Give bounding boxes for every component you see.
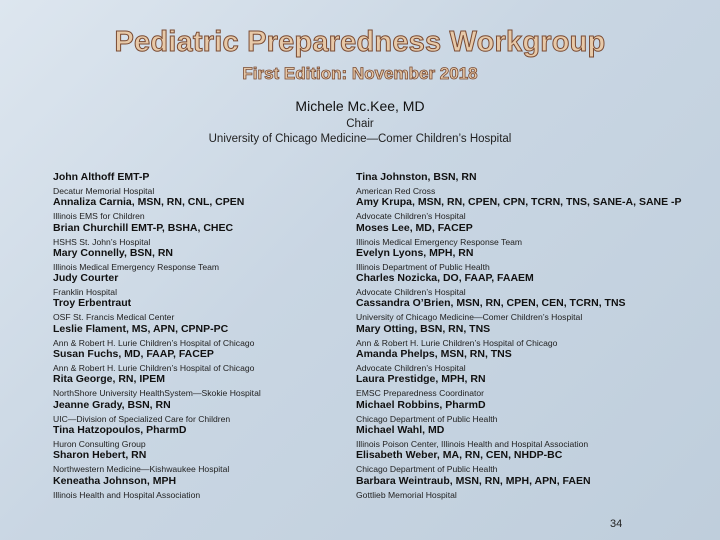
member-organization: Illinois Medical Emergency Response Team [356,236,523,247]
member-entry [53,196,343,221]
member-name: Elisabeth Weber, MA, RN, CEN, NHDP-BC [356,449,563,462]
member-name: Laura Prestidge, MPH, RN [356,373,486,386]
member-name: Michael Wahl, MD [356,423,445,436]
member-name: Michael Robbins, PharmD [356,398,486,411]
page-number: 34 [610,518,623,530]
member-organization: UIC—Division of Specialized Care for Children [53,413,231,424]
member-name: Mary Connelly, BSN, RN [53,246,173,259]
member-name: Tina Johnston, BSN, RN [356,171,477,183]
member-name: Charles Nozicka, DO, FAAP, FAAEM [356,272,534,285]
member-entry [356,297,716,322]
member-entry [53,399,343,424]
chair-name: Michele Mc.Kee, MD [295,98,425,114]
member-name: Cassandra O’Brien, MSN, RN, CPEN, CEN, TCRN, TNS [356,297,626,310]
member-name: Mary Otting, BSN, RN, TNS [356,322,491,335]
member-entry [356,222,716,247]
member-organization: Advocate Children’s Hospital [356,211,466,222]
member-entry [53,449,343,474]
member-entry [53,323,343,348]
member-organization: Illinois Poison Center, Illinois Health and Hospital Association [356,438,589,449]
member-entry [356,272,716,297]
member-name: Moses Lee, MD, FACEP [356,221,473,234]
member-entry [356,196,716,221]
member-entry [356,399,716,424]
member-name: Sharon Hebert, RN [53,449,147,462]
member-entry [53,348,343,373]
member-entry [356,373,716,398]
member-entry [53,373,343,398]
member-organization: HSHS St. John’s Hospital [53,236,151,247]
member-entry [356,449,716,474]
member-organization: Gottlieb Memorial Hospital [356,489,457,500]
member-entry [356,323,716,348]
member-entry [356,424,716,449]
member-organization: Franklin Hospital [53,287,117,298]
member-name: Troy Erbentraut [53,297,132,310]
member-name: John Althoff EMT-P [53,171,150,183]
member-organization: Ann & Robert H. Lurie Children’s Hospital of Chicago [53,363,255,374]
member-organization: EMSC Preparedness Coordinator [356,388,485,399]
member-name: Susan Fuchs, MD, FAAP, FACEP [53,348,214,361]
member-organization: University of Chicago Medicine—Comer Children’s Hospital [356,312,583,323]
member-name: Brian Churchill EMT-P, BSHA, CHEC [53,221,234,234]
member-entry [356,475,716,500]
member-entry [53,297,343,322]
member-entry [53,222,343,247]
member-name: Barbara Weintraub, MSN, RN, MPH, APN, FAEN [356,474,591,487]
member-entry [356,247,716,272]
member-name: Annaliza Carnia, MSN, RN, CNL, CPEN [53,196,245,209]
member-organization: Chicago Department of Public Health [356,464,498,475]
members-right-column [356,171,716,500]
member-name: Keneatha Johnson, MPH [53,474,177,487]
page-title: Pediatric Preparedness Workgroup [114,26,606,58]
member-organization: Decatur Memorial Hospital [53,186,155,196]
member-organization: Illinois Department of Public Health [356,261,490,272]
member-entry [53,272,343,297]
members-left-column [53,171,343,500]
member-name: Leslie Flament, MS, APN, CPNP-PC [53,322,229,335]
member-organization: Northwestern Medicine—Kishwaukee Hospital [53,464,230,475]
member-organization: American Red Cross [356,186,436,196]
member-name: Amy Krupa, MSN, RN, CPEN, CPN, TCRN, TNS, SANE-A, SANE -P [356,196,682,209]
chair-role: Chair [346,118,374,130]
member-entry [356,348,716,373]
member-organization: Advocate Children’s Hospital [356,287,466,298]
member-name: Rita George, RN, IPEM [53,373,166,386]
member-name: Tina Hatzopoulos, PharmD [53,423,187,436]
member-organization: Illinois EMS for Children [53,211,145,222]
member-name: Evelyn Lyons, MPH, RN [356,246,474,259]
member-entry [356,171,716,196]
member-organization: Huron Consulting Group [53,438,146,449]
member-organization: OSF St. Francis Medical Center [53,312,175,323]
member-organization: NorthShore University HealthSystem—Skokie Hospital [53,388,261,399]
member-organization: Illinois Health and Hospital Association [53,489,201,500]
member-organization: Ann & Robert H. Lurie Children’s Hospital of Chicago [356,337,558,348]
member-organization: Chicago Department of Public Health [356,413,498,424]
member-entry [53,424,343,449]
member-name: Judy Courter [53,272,119,285]
member-entry [53,171,343,196]
member-entry [53,475,343,500]
edition-subtitle: First Edition: November 2018 [242,64,478,83]
member-organization: Ann & Robert H. Lurie Children’s Hospital of Chicago [53,337,255,348]
member-name: Jeanne Grady, BSN, RN [53,398,171,411]
chair-organization: University of Chicago Medicine—Comer Children’s Hospital [208,133,512,145]
member-entry [53,247,343,272]
member-name: Amanda Phelps, MSN, RN, TNS [356,348,512,361]
member-organization: Advocate Children’s Hospital [356,363,466,374]
member-organization: Illinois Medical Emergency Response Team [53,261,220,272]
